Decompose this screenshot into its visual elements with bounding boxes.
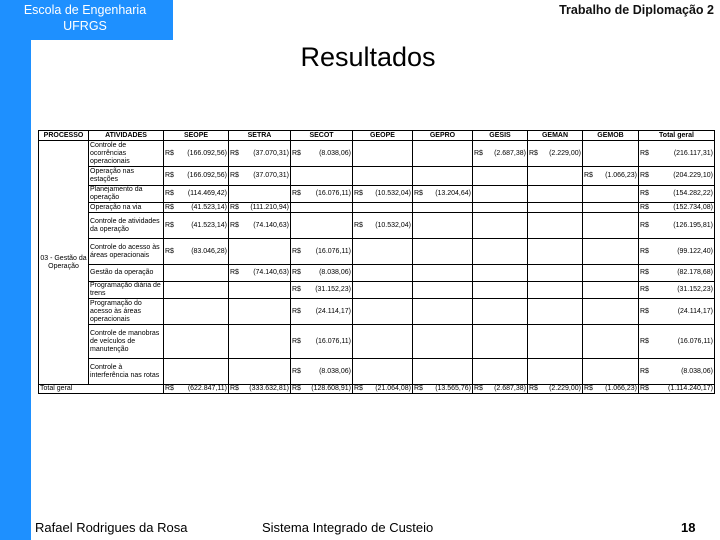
currency-symbol: R$ <box>474 385 483 392</box>
value-cell <box>639 325 715 359</box>
value-cell <box>528 265 583 282</box>
total-cell <box>229 385 291 394</box>
currency-symbol: R$ <box>640 190 649 197</box>
currency-symbol: R$ <box>230 385 239 392</box>
amount: (16.076,11) <box>677 337 713 345</box>
table-row <box>39 141 715 167</box>
amount: (1.114.240,17) <box>667 385 713 392</box>
amount: (333.632,81) <box>249 385 289 392</box>
column-header: SETRA <box>229 131 291 141</box>
value-cell <box>639 213 715 239</box>
value-wrapper <box>230 204 289 212</box>
table-row <box>39 325 715 359</box>
currency-symbol: R$ <box>640 337 649 345</box>
header-right-title: Trabalho de Diplomação 2 <box>559 3 714 17</box>
total-label: Total geral <box>39 385 164 394</box>
value-cell <box>229 167 291 186</box>
value-wrapper <box>165 150 227 158</box>
value-wrapper <box>640 269 713 277</box>
value-wrapper <box>292 385 351 393</box>
amount: (31.152,23) <box>315 286 351 293</box>
table-row <box>39 213 715 239</box>
value-cell <box>291 186 353 203</box>
value-cell <box>528 186 583 203</box>
value-cell <box>164 186 229 203</box>
value-cell <box>583 203 639 213</box>
value-cell <box>528 239 583 265</box>
value-wrapper <box>292 338 351 346</box>
currency-symbol: R$ <box>230 149 239 157</box>
currency-symbol: R$ <box>529 385 538 392</box>
column-header: GEPRO <box>413 131 473 141</box>
value-wrapper <box>354 190 411 198</box>
amount: (154.282,22) <box>673 190 713 197</box>
value-cell <box>291 299 353 325</box>
value-cell <box>413 282 473 299</box>
value-cell <box>528 359 583 385</box>
amount: (2.229,00) <box>549 385 581 392</box>
table-row <box>39 239 715 265</box>
value-cell <box>473 299 528 325</box>
value-cell <box>164 299 229 325</box>
value-cell <box>229 359 291 385</box>
total-cell <box>583 385 639 394</box>
value-wrapper <box>230 269 289 277</box>
amount: (24.114,17) <box>677 307 713 315</box>
currency-symbol: R$ <box>640 307 649 315</box>
value-cell <box>164 239 229 265</box>
column-header: Total geral <box>639 131 715 141</box>
value-wrapper <box>292 190 351 198</box>
value-cell <box>583 186 639 203</box>
activity-cell: Programação diária de trens <box>89 282 164 299</box>
amount: (152.734,08) <box>673 203 713 211</box>
value-cell <box>164 203 229 213</box>
amount: (41.523,14) <box>191 221 227 229</box>
school-line-1: Escola de Engenharia <box>23 3 147 17</box>
amount: (8.038,06) <box>319 149 351 157</box>
school-name <box>0 2 170 34</box>
slide-title: Resultados <box>300 42 436 72</box>
value-cell <box>291 213 353 239</box>
value-cell <box>229 265 291 282</box>
value-wrapper <box>165 248 227 256</box>
amount: (16.076,11) <box>315 247 351 255</box>
value-cell <box>164 265 229 282</box>
value-cell <box>353 299 413 325</box>
value-cell <box>528 299 583 325</box>
value-cell <box>473 239 528 265</box>
currency-symbol: R$ <box>474 149 483 157</box>
value-cell <box>229 213 291 239</box>
total-cell <box>164 385 229 394</box>
header-badge <box>0 0 173 40</box>
currency-symbol: R$ <box>529 149 538 157</box>
column-header: PROCESSO <box>39 131 89 141</box>
left-accent-bar <box>0 0 31 540</box>
value-cell <box>639 167 715 186</box>
value-cell <box>291 239 353 265</box>
amount: (8.038,06) <box>319 367 351 375</box>
currency-symbol: R$ <box>292 149 301 157</box>
value-wrapper <box>640 150 713 158</box>
value-wrapper <box>640 308 713 316</box>
value-cell <box>229 141 291 167</box>
value-cell <box>413 141 473 167</box>
value-cell <box>639 265 715 282</box>
value-wrapper <box>640 248 713 256</box>
value-cell <box>413 239 473 265</box>
value-cell <box>639 141 715 167</box>
value-cell <box>413 265 473 282</box>
value-wrapper <box>165 190 227 198</box>
value-wrapper <box>165 204 227 212</box>
column-header: ATIVIDADES <box>89 131 164 141</box>
value-cell <box>353 239 413 265</box>
value-wrapper <box>292 308 351 316</box>
value-cell <box>528 325 583 359</box>
value-cell <box>164 141 229 167</box>
value-cell <box>353 141 413 167</box>
currency-symbol: R$ <box>230 221 239 229</box>
value-wrapper <box>230 222 289 230</box>
value-cell <box>353 325 413 359</box>
currency-symbol: R$ <box>640 385 649 392</box>
amount: (114.469,42) <box>187 190 227 197</box>
currency-symbol: R$ <box>230 172 239 179</box>
currency-symbol: R$ <box>640 367 649 375</box>
currency-symbol: R$ <box>640 149 649 157</box>
amount: (16.076,11) <box>315 337 351 345</box>
table-row <box>39 282 715 299</box>
amount: (74.140,63) <box>253 221 289 229</box>
value-wrapper <box>230 172 289 180</box>
amount: (74.140,63) <box>253 269 289 276</box>
value-wrapper <box>292 368 351 376</box>
value-wrapper <box>640 286 713 294</box>
column-header: SECOT <box>291 131 353 141</box>
value-cell <box>413 359 473 385</box>
amount: (1.066,23) <box>605 172 637 179</box>
currency-symbol: R$ <box>230 269 239 276</box>
value-cell <box>473 141 528 167</box>
currency-symbol: R$ <box>165 172 174 179</box>
column-header: GESIS <box>473 131 528 141</box>
value-cell <box>291 265 353 282</box>
amount: (31.152,23) <box>677 286 713 293</box>
column-header: GEMAN <box>528 131 583 141</box>
total-cell <box>473 385 528 394</box>
results-table <box>38 130 715 394</box>
value-cell <box>229 299 291 325</box>
currency-symbol: R$ <box>292 307 301 315</box>
currency-symbol: R$ <box>414 385 423 392</box>
value-cell <box>583 213 639 239</box>
value-cell <box>473 282 528 299</box>
value-cell <box>583 141 639 167</box>
amount: (111.210,94) <box>250 203 289 211</box>
column-header: GEOPE <box>353 131 413 141</box>
amount: (83.046,28) <box>191 247 227 255</box>
value-cell <box>413 203 473 213</box>
amount: (8.038,06) <box>681 367 713 375</box>
amount: (2.687,38) <box>494 149 526 157</box>
value-wrapper <box>640 222 713 230</box>
total-cell <box>353 385 413 394</box>
amount: (82.178,68) <box>677 269 713 276</box>
total-cell <box>291 385 353 394</box>
value-cell <box>583 265 639 282</box>
value-cell <box>353 359 413 385</box>
amount: (126.195,81) <box>673 221 713 229</box>
activity-cell: Operação na via <box>89 203 164 213</box>
value-cell <box>583 299 639 325</box>
value-cell <box>353 213 413 239</box>
value-cell <box>229 239 291 265</box>
value-cell <box>164 282 229 299</box>
value-wrapper <box>230 385 289 393</box>
currency-symbol: R$ <box>292 385 301 392</box>
value-cell <box>473 359 528 385</box>
value-cell <box>583 239 639 265</box>
amount: (204.229,10) <box>673 172 713 179</box>
currency-symbol: R$ <box>165 221 174 229</box>
value-wrapper <box>292 248 351 256</box>
amount: (166.092,56) <box>187 149 227 157</box>
amount: (13.204,64) <box>435 190 471 197</box>
value-cell <box>528 141 583 167</box>
activity-cell: Controle à interferência nas rotas <box>89 359 164 385</box>
currency-symbol: R$ <box>354 190 363 197</box>
amount: (2.687,38) <box>494 385 526 392</box>
value-cell <box>229 203 291 213</box>
amount: (37.070,31) <box>253 149 289 157</box>
currency-symbol: R$ <box>584 172 593 179</box>
value-cell <box>291 325 353 359</box>
amount: (166.092,56) <box>187 172 227 179</box>
total-cell <box>639 385 715 394</box>
footer-author: Rafael Rodrigues da Rosa <box>35 520 188 535</box>
value-cell <box>353 186 413 203</box>
table-row <box>39 167 715 186</box>
value-wrapper <box>640 338 713 346</box>
value-wrapper <box>354 385 411 393</box>
amount: (41.523,14) <box>191 203 227 211</box>
currency-symbol: R$ <box>165 247 174 255</box>
currency-symbol: R$ <box>165 149 174 157</box>
value-cell <box>413 213 473 239</box>
value-wrapper <box>529 385 581 393</box>
amount: (622.847,11) <box>187 385 227 392</box>
page-number: 18 <box>681 520 696 535</box>
currency-symbol: R$ <box>640 172 649 179</box>
value-cell <box>229 325 291 359</box>
activity-cell: Controle de atividades da operação <box>89 213 164 239</box>
table-header-row <box>39 131 715 141</box>
value-cell <box>473 265 528 282</box>
results-table-container <box>38 130 714 430</box>
table-row <box>39 186 715 203</box>
value-cell <box>164 167 229 186</box>
table-row <box>39 359 715 385</box>
value-cell <box>353 203 413 213</box>
amount: (37.070,31) <box>253 172 289 179</box>
value-cell <box>413 325 473 359</box>
value-cell <box>639 299 715 325</box>
value-cell <box>291 167 353 186</box>
value-cell <box>229 186 291 203</box>
table-row <box>39 265 715 282</box>
value-wrapper <box>414 385 471 393</box>
table-row <box>39 203 715 213</box>
currency-symbol: R$ <box>414 190 423 197</box>
value-wrapper <box>165 172 227 180</box>
value-cell <box>164 213 229 239</box>
amount: (216.117,31) <box>673 149 713 157</box>
amount: (21.064,08) <box>375 385 411 392</box>
value-cell <box>583 282 639 299</box>
value-cell <box>164 325 229 359</box>
total-cell <box>528 385 583 394</box>
total-row <box>39 385 715 394</box>
value-wrapper <box>165 222 227 230</box>
currency-symbol: R$ <box>165 203 174 211</box>
amount: (99.122,40) <box>677 247 713 255</box>
value-cell <box>639 203 715 213</box>
value-wrapper <box>584 172 637 180</box>
value-wrapper <box>165 385 227 393</box>
currency-symbol: R$ <box>165 385 174 392</box>
value-cell <box>639 282 715 299</box>
column-header: SEOPE <box>164 131 229 141</box>
value-wrapper <box>640 368 713 376</box>
value-cell <box>413 167 473 186</box>
amount: (10.532,04) <box>375 190 411 197</box>
value-cell <box>164 359 229 385</box>
amount: (24.114,17) <box>315 307 351 315</box>
value-wrapper <box>474 385 526 393</box>
value-cell <box>528 282 583 299</box>
value-cell <box>473 325 528 359</box>
value-cell <box>639 359 715 385</box>
amount: (10.532,04) <box>375 221 411 229</box>
currency-symbol: R$ <box>640 269 649 276</box>
currency-symbol: R$ <box>292 367 301 375</box>
value-wrapper <box>474 150 526 158</box>
footer-system: Sistema Integrado de Custeio <box>262 520 434 535</box>
value-cell <box>639 186 715 203</box>
currency-symbol: R$ <box>640 247 649 255</box>
currency-symbol: R$ <box>640 221 649 229</box>
value-wrapper <box>292 286 351 294</box>
value-wrapper <box>292 269 351 277</box>
value-cell <box>229 282 291 299</box>
amount: (2.229,00) <box>549 149 581 157</box>
value-cell <box>528 167 583 186</box>
value-cell <box>413 186 473 203</box>
amount: (16.076,11) <box>315 190 351 197</box>
value-cell <box>353 265 413 282</box>
value-wrapper <box>230 150 289 158</box>
currency-symbol: R$ <box>640 203 649 211</box>
activity-cell: Operação nas estações <box>89 167 164 186</box>
currency-symbol: R$ <box>292 190 301 197</box>
total-cell <box>413 385 473 394</box>
value-cell <box>413 299 473 325</box>
value-cell <box>583 359 639 385</box>
activity-cell: Planejamento da operação <box>89 186 164 203</box>
value-cell <box>353 282 413 299</box>
value-wrapper <box>640 385 713 393</box>
process-cell: 03 - Gestão da Operação <box>39 141 89 385</box>
currency-symbol: R$ <box>354 385 363 392</box>
activity-cell: Controle de manobras de veículos de manutenção <box>89 325 164 359</box>
value-wrapper <box>414 190 471 198</box>
value-cell <box>473 213 528 239</box>
value-cell <box>639 239 715 265</box>
value-cell <box>291 141 353 167</box>
value-cell <box>583 167 639 186</box>
value-cell <box>353 167 413 186</box>
amount: (8.038,06) <box>319 269 351 276</box>
column-header: GEMOB <box>583 131 639 141</box>
value-cell <box>291 282 353 299</box>
value-wrapper <box>354 222 411 230</box>
value-cell <box>473 203 528 213</box>
currency-symbol: R$ <box>292 247 301 255</box>
currency-symbol: R$ <box>165 190 174 197</box>
value-cell <box>291 203 353 213</box>
activity-cell: Controle do acesso às áreas operacionais <box>89 239 164 265</box>
value-cell <box>583 325 639 359</box>
school-line-2: UFRGS <box>63 19 107 33</box>
amount: (13.565,76) <box>435 385 471 392</box>
activity-cell: Programação do acesso às áreas operacionais <box>89 299 164 325</box>
currency-symbol: R$ <box>354 221 363 229</box>
activity-cell: Controle de ocorrências operacionais <box>89 141 164 167</box>
currency-symbol: R$ <box>230 203 239 211</box>
value-wrapper <box>640 190 713 198</box>
value-wrapper <box>529 150 581 158</box>
value-wrapper <box>640 172 713 180</box>
amount: (128.608,91) <box>311 385 351 392</box>
activity-cell: Gestão da operação <box>89 265 164 282</box>
currency-symbol: R$ <box>292 269 301 276</box>
value-cell <box>291 359 353 385</box>
table-row <box>39 299 715 325</box>
value-cell <box>473 167 528 186</box>
value-cell <box>473 186 528 203</box>
value-cell <box>528 203 583 213</box>
currency-symbol: R$ <box>292 337 301 345</box>
currency-symbol: R$ <box>292 286 301 293</box>
value-wrapper <box>584 385 637 393</box>
value-wrapper <box>640 204 713 212</box>
value-wrapper <box>292 150 351 158</box>
currency-symbol: R$ <box>640 286 649 293</box>
amount: (1.066,23) <box>605 385 637 392</box>
value-cell <box>528 213 583 239</box>
currency-symbol: R$ <box>584 385 593 392</box>
